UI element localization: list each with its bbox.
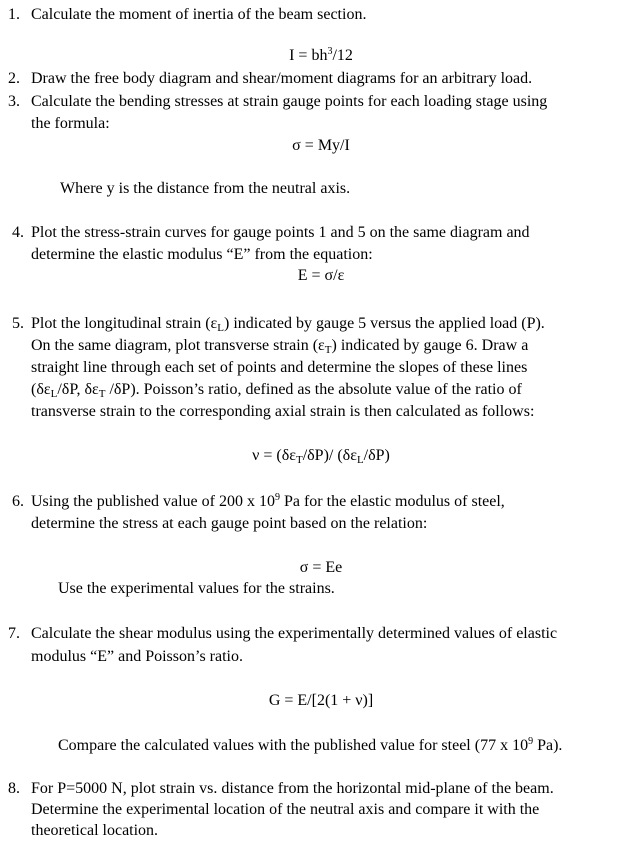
epsilon-symbol: ε xyxy=(210,315,218,332)
text-run: Pa for the elastic modulus of steel, xyxy=(279,493,505,510)
subscript-t: T xyxy=(324,344,332,356)
item-8-line-2: Determine the experimental location of the neutral axis and compare it with the xyxy=(31,801,540,818)
item-5-line-1 xyxy=(31,313,545,335)
item-6-line-1 xyxy=(31,491,505,513)
formula-moment-of-inertia xyxy=(0,45,642,67)
item-7-line-1: Calculate the shear modulus using the experimentally determined values of elastic xyxy=(31,625,558,642)
formula-bending-stress: σ = My/I xyxy=(292,137,350,154)
item-4-line-1: Plot the stress-strain curves for gauge points 1 and 5 on the same diagram and xyxy=(31,224,530,241)
item-2-text: Draw the free body diagram and shear/moment diagrams for an arbitrary load. xyxy=(31,70,533,87)
item-7-number: 7. xyxy=(8,625,20,642)
text-run: On the same diagram, plot transverse strain ( xyxy=(31,337,319,354)
item-1-number: 1. xyxy=(8,6,20,23)
subscript-l: L xyxy=(217,322,224,334)
formula-text: /δP)/ (δε xyxy=(302,447,357,464)
item-1-text: Calculate the moment of inertia of the beam section. xyxy=(31,6,367,23)
subscript-t: T xyxy=(98,388,106,400)
text-run: Compare the calculated values with the published value for steel (77 x 10 xyxy=(58,737,529,754)
item-6-line-2: determine the stress at each gauge point based on the relation: xyxy=(31,515,428,532)
subscript-l: L xyxy=(356,454,364,466)
item-5-line-2 xyxy=(31,335,528,357)
formula-text: I = bh xyxy=(289,47,328,64)
item-3-note: Where y is the distance from the neutral axis. xyxy=(60,180,351,197)
epsilon-symbol: ε xyxy=(318,337,325,354)
item-5-line-3: straight line through each set of points and determine the slopes of these lines xyxy=(31,359,528,376)
formula-exponent: 3 xyxy=(327,46,333,57)
text-run: Using the published value of 200 x 10 xyxy=(31,493,275,510)
item-7-line-2: modulus “E” and Poisson’s ratio. xyxy=(31,648,243,665)
text-run: (δε xyxy=(31,381,51,398)
item-3-number: 3. xyxy=(8,93,20,110)
item-5-line-5: transverse strain to the corresponding axial strain is then calculated as follows: xyxy=(31,403,535,420)
formula-shear-modulus: G = E/[2(1 + ν)] xyxy=(268,692,374,709)
formula-elastic-modulus: E = σ/ε xyxy=(297,267,345,284)
text-run: /δ xyxy=(105,381,122,398)
item-8-number: 8. xyxy=(8,780,20,797)
item-2-number: 2. xyxy=(8,70,20,87)
text-run: ) indicated by gauge 5 versus the applied load (P). xyxy=(224,315,545,332)
item-8-line-3: theoretical location. xyxy=(31,822,159,839)
item-5-number: 5. xyxy=(12,315,24,332)
exponent: 9 xyxy=(274,492,280,503)
formula-text: ν = (δε xyxy=(252,447,296,464)
subscript-l: L xyxy=(50,388,58,400)
item-3-line-1: Calculate the bending stresses at strain gauge points for each loading stage using xyxy=(31,93,548,110)
text-run: P). Poisson’s ratio, defined as the absolute value of the ratio of xyxy=(121,381,522,398)
subscript-t: T xyxy=(295,454,303,466)
text-run: Plot the longitudinal strain ( xyxy=(31,315,211,332)
text-run: ) indicated by gauge 6. Draw a xyxy=(331,337,529,354)
item-3-line-2: the formula: xyxy=(31,115,110,132)
formula-stress-from-strain: σ = Ee xyxy=(299,559,343,576)
item-5-line-4 xyxy=(31,379,522,401)
formula-poissons-ratio xyxy=(0,445,642,467)
item-4-number: 4. xyxy=(12,224,24,241)
text-run: /δP, δε xyxy=(57,381,99,398)
item-6-note: Use the experimental values for the strains. xyxy=(58,580,335,597)
exponent: 9 xyxy=(528,736,534,747)
item-4-line-2: determine the elastic modulus “E” from the equation: xyxy=(31,246,373,263)
text-run: Pa). xyxy=(533,737,563,754)
item-7-note xyxy=(58,735,562,757)
item-6-number: 6. xyxy=(12,493,24,510)
formula-text: /12 xyxy=(332,47,353,64)
formula-text: /δP) xyxy=(363,447,390,464)
item-8-line-1: For P=5000 N, plot strain vs. distance from the horizontal mid-plane of the beam. xyxy=(31,780,554,797)
